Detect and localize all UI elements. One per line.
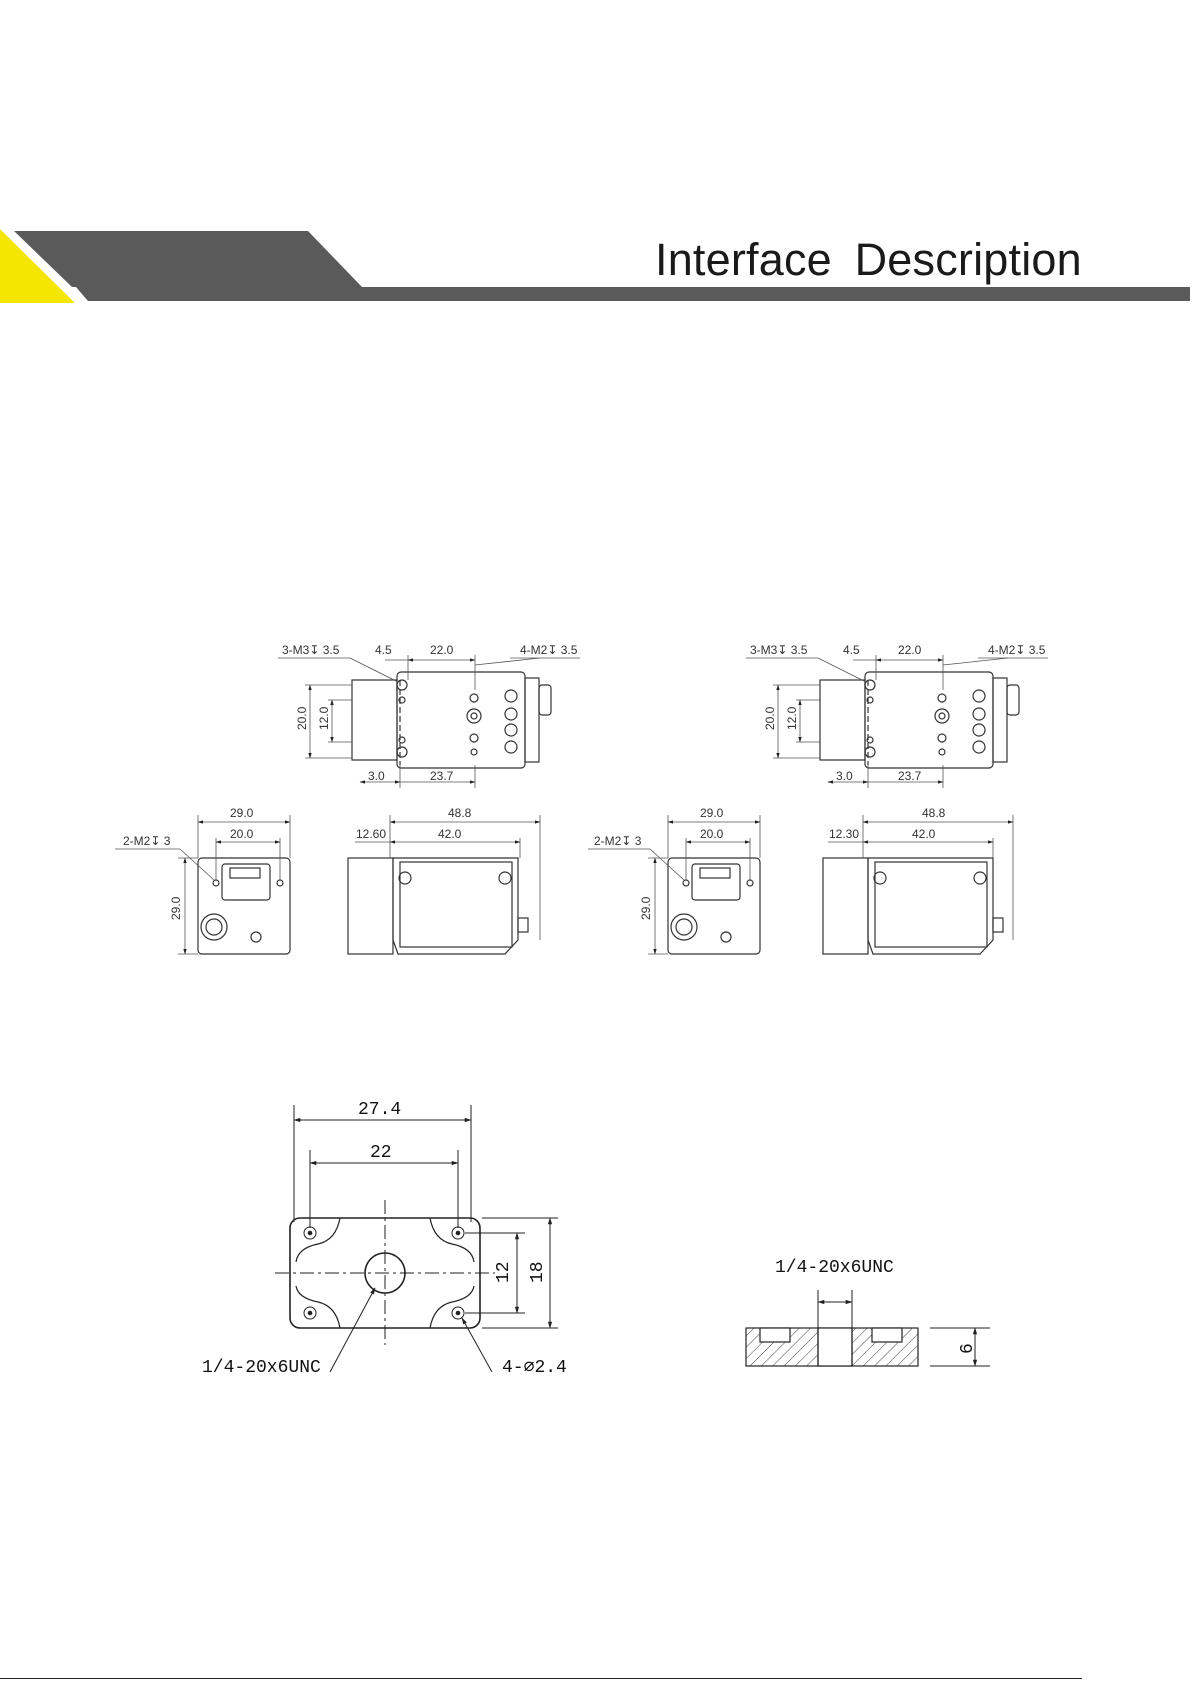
camera-a-front-w-inner: 20.0 <box>230 827 254 841</box>
adapter-section-view <box>746 1328 918 1366</box>
camera-a-dim-b2: 23.7 <box>430 769 454 783</box>
camera-a-side-len-lens: 12.60 <box>356 827 387 841</box>
camera-b-dim-v2: 12.0 <box>785 706 799 730</box>
adapter-height-outer: 18 <box>528 1261 548 1283</box>
camera-a-dim-b1: 3.0 <box>368 769 385 783</box>
camera-b-front-holes-label: 2-M2↧ 3 <box>594 834 642 848</box>
adapter-width-inner: 22 <box>370 1143 392 1163</box>
camera-b <box>588 643 1048 954</box>
adapter-width-outer: 27.4 <box>358 1100 402 1120</box>
camera-a-dim-v1: 20.0 <box>295 706 309 730</box>
page-title: Interface Description <box>655 234 1082 285</box>
camera-a-holes-left-label: 3-M3↧ 3.5 <box>282 643 340 657</box>
camera-b-front-view <box>668 858 760 954</box>
camera-b-top-view <box>820 672 1019 768</box>
camera-a-front-h: 29.0 <box>169 896 183 920</box>
adapter-section-thickness: 6 <box>958 1343 978 1354</box>
footer-rule <box>0 1678 1082 1679</box>
camera-b-side-view <box>823 858 1003 954</box>
adapter-plan-view <box>275 1200 495 1345</box>
camera-a-dim-d2: 22.0 <box>430 643 454 657</box>
adapter-plan-dims <box>294 1105 558 1372</box>
camera-b-dim-v1: 20.0 <box>763 706 777 730</box>
camera-a-side-len-total: 48.8 <box>448 806 472 820</box>
camera-b-dim-b2: 23.7 <box>898 769 922 783</box>
camera-b-front-w-inner: 20.0 <box>700 827 724 841</box>
camera-a-front-w-outer: 29.0 <box>230 806 254 820</box>
camera-b-side-len-lens: 12.30 <box>829 827 860 841</box>
camera-a-top-view <box>352 672 551 768</box>
camera-b-dim-d2: 22.0 <box>898 643 922 657</box>
camera-a-side-view <box>348 858 528 954</box>
camera-b-holes-right-label: 4-M2↧ 3.5 <box>988 643 1046 657</box>
camera-a-side-len-body: 42.0 <box>438 827 462 841</box>
camera-a-front-holes-label: 2-M2↧ 3 <box>123 834 171 848</box>
camera-b-front-h: 29.0 <box>639 896 653 920</box>
camera-b-dim-b1: 3.0 <box>836 769 853 783</box>
camera-b-side-len-body: 42.0 <box>912 827 936 841</box>
adapter-section-thread-label: 1/4-20x6UNC <box>775 1258 894 1278</box>
camera-b-holes-left-label: 3-M3↧ 3.5 <box>750 643 808 657</box>
camera-a-dim-v2: 12.0 <box>317 706 331 730</box>
camera-a-holes-right-label: 4-M2↧ 3.5 <box>520 643 578 657</box>
adapter-holes-label: 4-∅2.4 <box>502 1358 567 1378</box>
adapter-height-inner: 12 <box>494 1261 514 1283</box>
camera-b-dim-d1: 4.5 <box>843 643 860 657</box>
camera-a-dim-d1: 4.5 <box>375 643 392 657</box>
camera-a-front-view <box>198 858 290 954</box>
adapter-thread-label: 1/4-20x6UNC <box>202 1358 321 1378</box>
camera-b-side-len-total: 48.8 <box>922 806 946 820</box>
camera-a <box>115 643 580 954</box>
camera-b-front-w-outer: 29.0 <box>700 806 724 820</box>
